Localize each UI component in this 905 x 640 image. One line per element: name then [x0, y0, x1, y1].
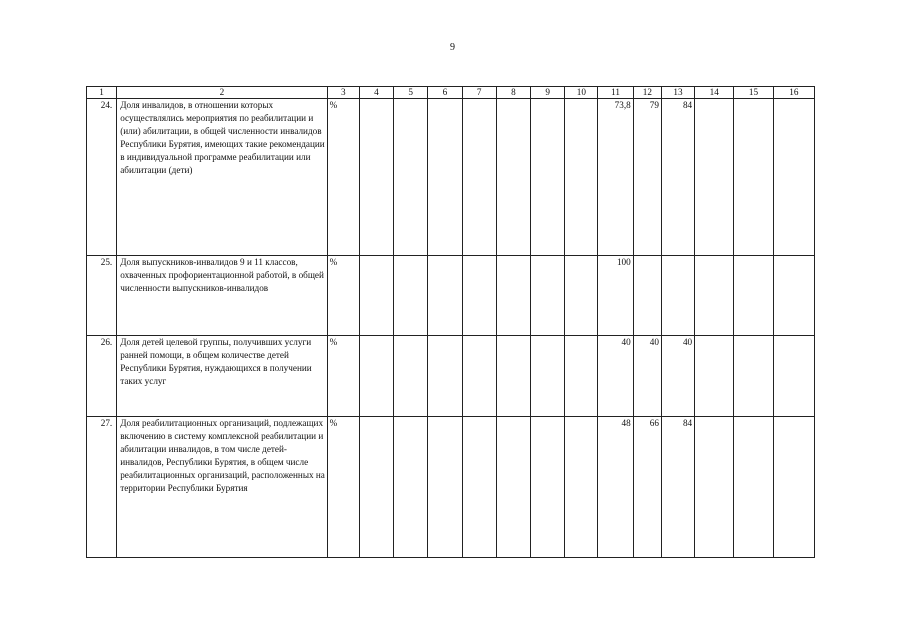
unit-cell: % — [327, 417, 359, 558]
indicator-description: Доля инвалидов, в отношении которых осуществлялись мероприятия по реабилитации и (или) абилитации, в общей численности инвалидов Республики Бурятия, имеющих такие рекомендации в индивидуальной программе реабилитации или абилитации (дети) — [117, 99, 327, 256]
indicator-description: Доля реабилитационных организаций, подлежащих включению в систему комплексной реабилитации и абилитации инвалидов, в том числе детей-инвалидов, Республики Бурятия, в общем числе реабилитационных организаций, расположенных на территории Республики Бурятия — [117, 417, 327, 558]
value-cell — [496, 417, 530, 558]
value-cell — [428, 99, 462, 256]
value-cell — [695, 417, 734, 558]
value-cell — [462, 256, 496, 336]
value-cell: 84 — [661, 417, 694, 558]
value-cell — [496, 99, 530, 256]
value-cell — [428, 336, 462, 417]
table-row — [87, 417, 815, 558]
column-header: 10 — [565, 87, 598, 99]
row-number: 24. — [87, 99, 117, 256]
unit-cell: % — [327, 99, 359, 256]
value-cell — [773, 336, 814, 417]
value-cell — [773, 99, 814, 256]
value-cell — [734, 336, 773, 417]
value-cell — [661, 256, 694, 336]
row-number: 26. — [87, 336, 117, 417]
value-cell — [394, 99, 428, 256]
value-cell — [531, 417, 565, 558]
value-cell — [359, 336, 393, 417]
value-cell: 40 — [633, 336, 661, 417]
row-number: 27. — [87, 417, 117, 558]
column-number-row — [87, 87, 815, 99]
value-cell — [734, 99, 773, 256]
value-cell — [394, 336, 428, 417]
column-header: 2 — [117, 87, 327, 99]
column-header: 6 — [428, 87, 462, 99]
value-cell — [633, 256, 661, 336]
value-cell — [428, 417, 462, 558]
indicator-description: Доля выпускников-инвалидов 9 и 11 классов, охваченных профориентационной работой, в общей численности выпускников-инвалидов — [117, 256, 327, 336]
column-header: 3 — [327, 87, 359, 99]
value-cell — [565, 256, 598, 336]
value-cell: 48 — [598, 417, 633, 558]
value-cell — [734, 256, 773, 336]
value-cell — [359, 256, 393, 336]
value-cell: 66 — [633, 417, 661, 558]
value-cell — [496, 336, 530, 417]
value-cell — [734, 417, 773, 558]
column-header: 8 — [496, 87, 530, 99]
value-cell — [462, 99, 496, 256]
value-cell — [695, 336, 734, 417]
column-header: 4 — [359, 87, 393, 99]
value-cell — [359, 417, 393, 558]
value-cell — [773, 256, 814, 336]
value-cell: 79 — [633, 99, 661, 256]
value-cell: 100 — [598, 256, 633, 336]
value-cell — [531, 256, 565, 336]
column-header: 11 — [598, 87, 633, 99]
column-header: 5 — [394, 87, 428, 99]
column-header: 12 — [633, 87, 661, 99]
indicator-description: Доля детей целевой группы, получивших услуги ранней помощи, в общем количестве детей Республики Бурятия, нуждающихся в получении таких услуг — [117, 336, 327, 417]
column-header: 14 — [695, 87, 734, 99]
value-cell — [496, 256, 530, 336]
value-cell: 40 — [598, 336, 633, 417]
row-number: 25. — [87, 256, 117, 336]
table-row — [87, 336, 815, 417]
value-cell — [773, 417, 814, 558]
column-header: 16 — [773, 87, 814, 99]
column-header: 15 — [734, 87, 773, 99]
value-cell — [565, 99, 598, 256]
unit-cell: % — [327, 256, 359, 336]
page-number: 9 — [450, 42, 455, 53]
indicators-table — [86, 86, 815, 558]
value-cell — [462, 417, 496, 558]
value-cell — [565, 417, 598, 558]
value-cell — [695, 256, 734, 336]
value-cell — [695, 99, 734, 256]
unit-cell: % — [327, 336, 359, 417]
value-cell: 84 — [661, 99, 694, 256]
column-header: 9 — [531, 87, 565, 99]
value-cell — [394, 256, 428, 336]
value-cell — [531, 99, 565, 256]
column-header: 7 — [462, 87, 496, 99]
value-cell — [359, 99, 393, 256]
table-row — [87, 99, 815, 256]
value-cell — [531, 336, 565, 417]
column-header: 13 — [661, 87, 694, 99]
value-cell — [428, 256, 462, 336]
value-cell — [565, 336, 598, 417]
value-cell: 73,8 — [598, 99, 633, 256]
value-cell — [394, 417, 428, 558]
value-cell: 40 — [661, 336, 694, 417]
table-row — [87, 256, 815, 336]
column-header: 1 — [87, 87, 117, 99]
value-cell — [462, 336, 496, 417]
